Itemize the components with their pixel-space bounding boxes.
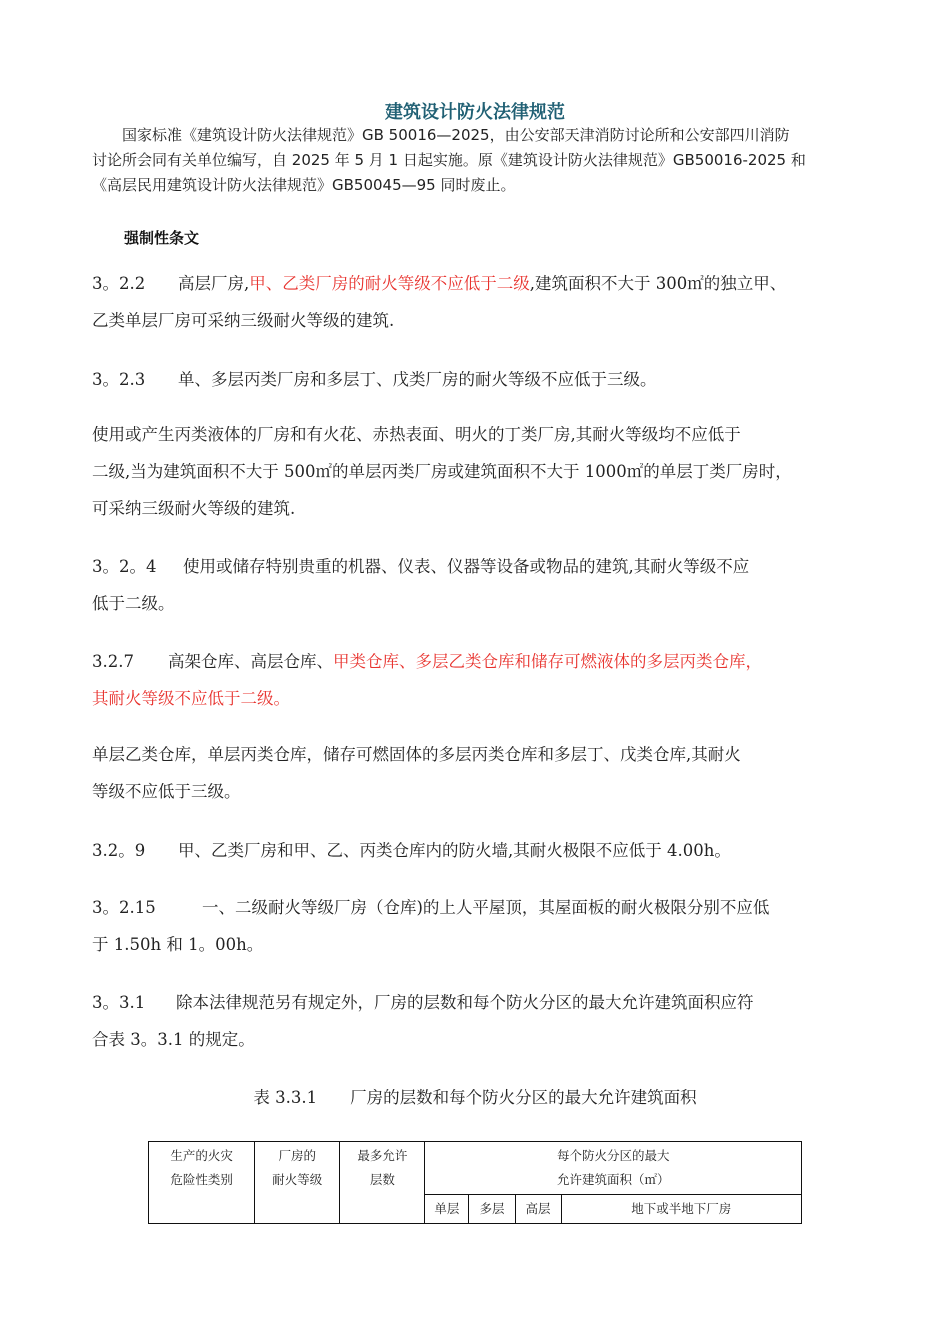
subheader-high-rise: 高层: [515, 1195, 561, 1224]
header-risk-category: 生产的火灾 危险性类别: [149, 1142, 255, 1224]
header-max-floors: 最多允许 层数: [340, 1142, 425, 1224]
clause-3-2-7: [92, 643, 882, 717]
subheader-underground: 地下或半地下厂房: [561, 1195, 801, 1224]
paragraph-line: 单层乙类仓库，单层丙类仓库，储存可燃固体的多层丙类仓库和多层丁、戊类仓库,其耐火: [92, 745, 741, 764]
paragraph-line: 二级,当为建筑面积不大于 500㎡的单层丙类厂房或建筑面积不大于 1000㎡的单层丁类厂房时，: [92, 462, 792, 481]
intro-paragraph: [92, 123, 872, 198]
clause-line: 3。2。4 使用或储存特别贵重的机器、仪表、仪器等设备或物品的建筑,其耐火等级不应: [92, 548, 882, 585]
intro-line: 国家标准《建筑设计防火法律规范》GB 50016—2025，由公安部天津消防讨论所和公安部四川消防: [122, 126, 790, 144]
subheader-multi-storey: 多层: [469, 1195, 515, 1224]
clause-number: 3.2.7: [92, 652, 134, 671]
highlighted-requirement: 其耐火等级不应低于二级。: [92, 689, 290, 708]
clause-line: 于 1.50h 和 1。00h。: [92, 935, 264, 954]
highlighted-requirement: 甲、乙类厂房的耐火等级不应低于二级: [249, 274, 530, 293]
clause-3-2-3: [92, 361, 882, 398]
clause-3-2-15: [92, 889, 882, 963]
header-fire-grade: 厂房的 耐火等级: [255, 1142, 340, 1224]
table-caption: 表 3.3.1 厂房的层数和每个防火分区的最大允许建筑面积: [253, 1088, 697, 1107]
clause-number: 3。2.15: [92, 898, 156, 917]
clause-line: 3.2.7 高架仓库、高层仓库、甲类仓库、多层乙类仓库和储存可燃液体的多层丙类仓库，: [92, 643, 882, 680]
clause-3-3-1: [92, 984, 882, 1058]
fire-area-table: [148, 1141, 802, 1224]
clause-line: 乙类单层厂房可采纳三级耐火等级的建筑.: [92, 311, 395, 330]
clause-number: 3.2。9: [92, 841, 146, 860]
highlighted-requirement: 甲类仓库、多层乙类仓库和储存可燃液体的多层丙类仓库，: [333, 652, 762, 671]
clause-3-2-9: [92, 832, 882, 869]
clause-line: 合表 3。3.1 的规定。: [92, 1030, 255, 1049]
subheader-single-storey: 单层: [425, 1195, 469, 1224]
paragraph-line: 可采纳三级耐火等级的建筑.: [92, 499, 296, 518]
table-header-row: [149, 1142, 802, 1195]
clause-number: 3。2.3: [92, 370, 146, 389]
clause-number: 3。2。4: [92, 557, 157, 576]
body-paragraph: [92, 416, 882, 527]
clause-3-2-2: [92, 265, 882, 339]
header-max-area: 每个防火分区的最大 允许建筑面积（㎡）: [425, 1142, 802, 1195]
intro-line: 讨论所会同有关单位编写，自 2025 年 5 月 1 日起实施。原《建筑设计防火法律规范》GB50016-2025 和: [92, 151, 806, 169]
section-heading: 强制性条文: [124, 229, 200, 247]
intro-line: 《高层民用建筑设计防火法律规范》GB50045—95 同时废止。: [92, 176, 516, 194]
body-paragraph: [92, 736, 882, 810]
clause-line: 3.2。9 甲、乙类厂房和甲、乙、丙类仓库内的防火墙,其耐火极限不应低于 4.00h。: [92, 832, 882, 869]
clause-line: 3。2.3 单、多层丙类厂房和多层丁、戊类厂房的耐火等级不应低于三级。: [92, 361, 882, 398]
document-title: 建筑设计防火法律规范: [385, 102, 565, 122]
clause-line: 3。2.15 一、二级耐火等级厂房（仓库)的上人平屋顶，其屋面板的耐火极限分别不应低: [92, 889, 882, 926]
clause-number: 3。3.1: [92, 993, 146, 1012]
clause-line: 3。2.2 高层厂房,甲、乙类厂房的耐火等级不应低于二级,建筑面积不大于 300㎡的独立甲、: [92, 265, 882, 302]
clause-number: 3。2.2: [92, 274, 146, 293]
clause-3-2-4: [92, 548, 882, 622]
clause-line: 3。3.1 除本法律规范另有规定外，厂房的层数和每个防火分区的最大允许建筑面积应符: [92, 984, 882, 1021]
paragraph-line: 等级不应低于三级。: [92, 782, 241, 801]
paragraph-line: 使用或产生丙类液体的厂房和有火花、赤热表面、明火的丁类厂房,其耐火等级均不应低于: [92, 425, 741, 444]
clause-line: 低于二级。: [92, 594, 175, 613]
